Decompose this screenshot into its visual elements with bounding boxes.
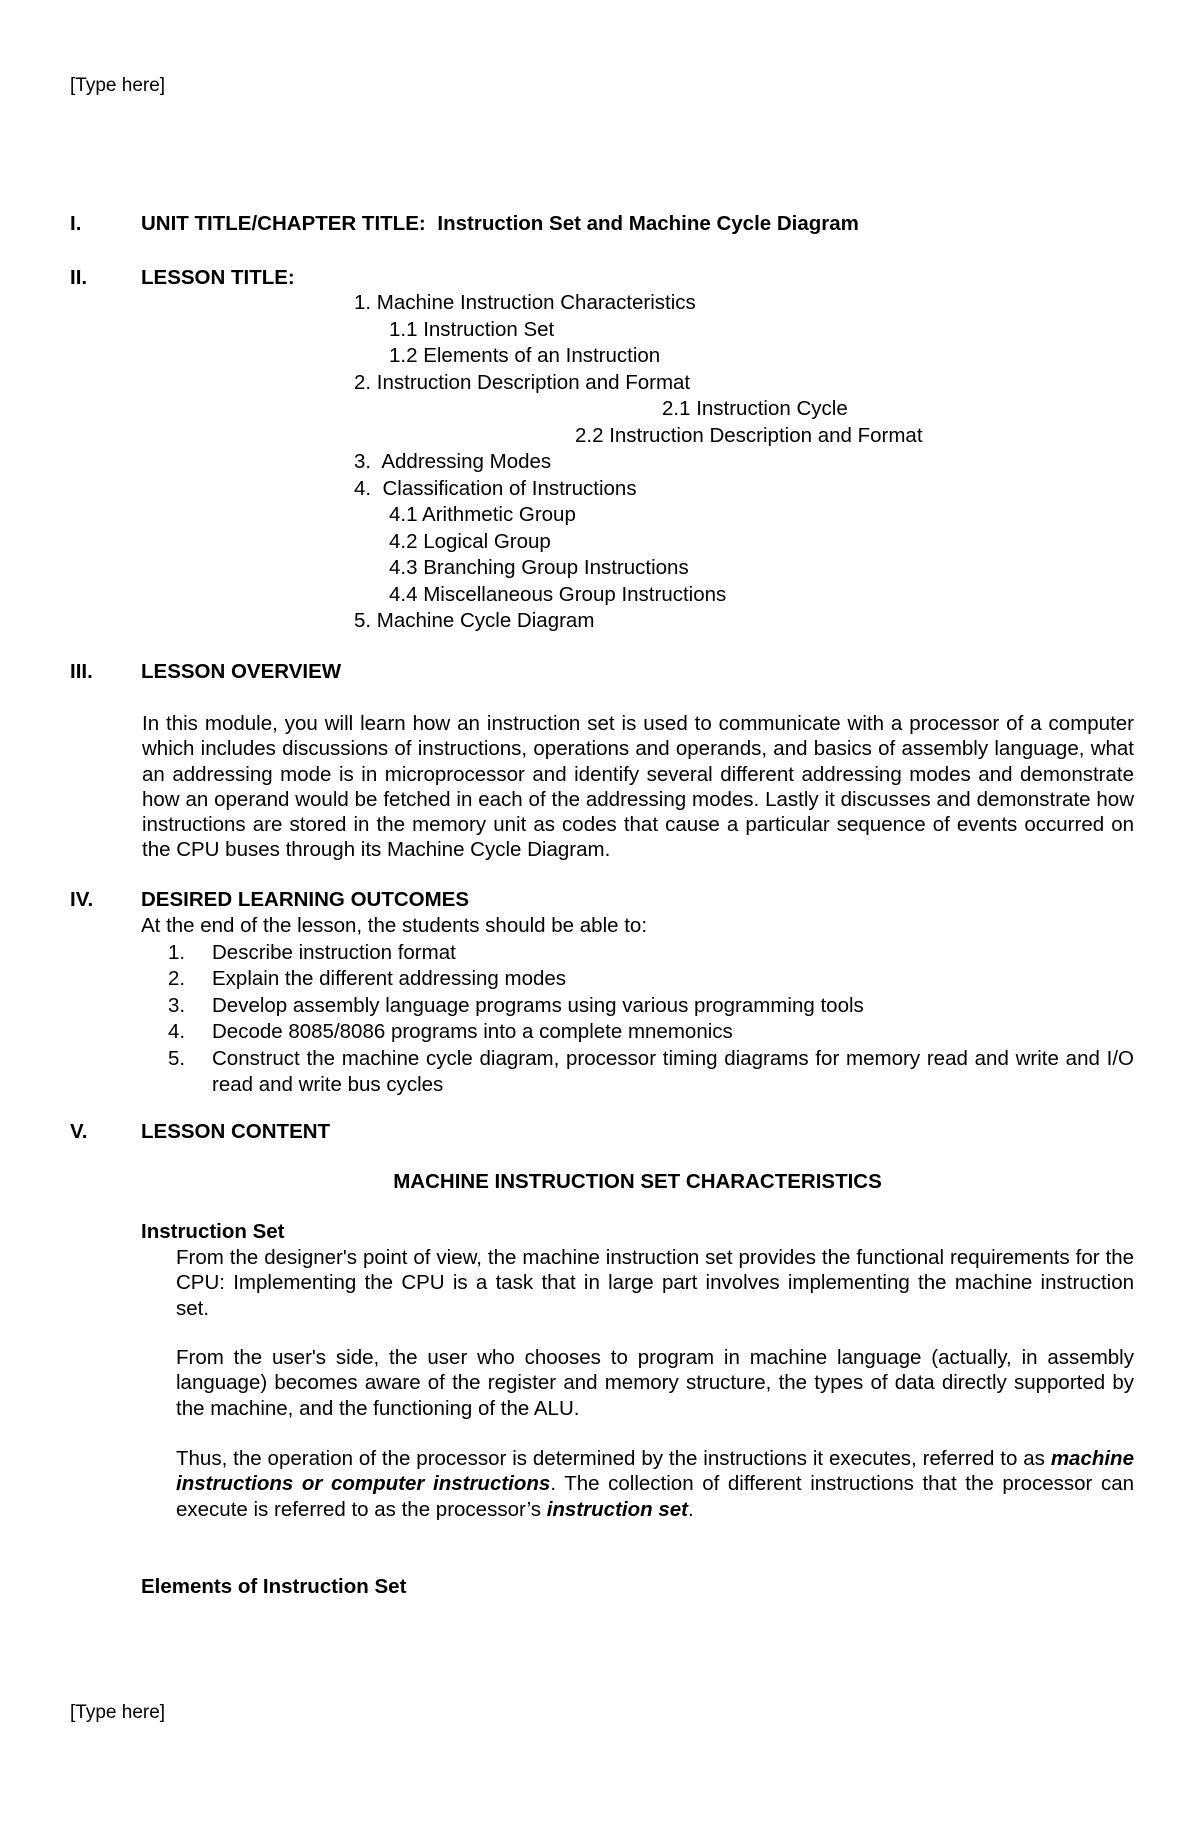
outcomes-intro: At the end of the lesson, the students should be able to: bbox=[141, 914, 648, 937]
section-2-numeral: II. bbox=[70, 266, 88, 289]
section-1-heading bbox=[141, 211, 859, 237]
outcome-number: 1. bbox=[168, 941, 186, 964]
outcome-text: Construct the machine cycle diagram, processor timing diagrams for memory read and write and I/O read and write bus cycles bbox=[212, 1047, 1134, 1096]
p3-text: . bbox=[687, 1497, 694, 1521]
toc-item: 3. Addressing Modes bbox=[354, 450, 552, 473]
section-2-label: LESSON TITLE: bbox=[141, 266, 295, 289]
toc-item: 4.4 Miscellaneous Group Instructions bbox=[389, 583, 727, 606]
outcome-text: Develop assembly language programs using various programming tools bbox=[212, 994, 864, 1017]
section-1-label: UNIT TITLE/CHAPTER TITLE: bbox=[141, 212, 426, 235]
section-3-label: LESSON OVERVIEW bbox=[141, 660, 342, 683]
p3-text: . The collection of different instructions that the processor can execute is referred to as the processor’s bbox=[176, 1472, 1134, 1521]
instruction-set-paragraph-1: From the designer's point of view, the machine instruction set provides the functional requirements for the CPU: Implementing the CPU is a task that in large part involves implementing the machine instruction set. bbox=[176, 1246, 1134, 1320]
toc-item: 1.1 Instruction Set bbox=[389, 318, 555, 341]
section-5-label: LESSON CONTENT bbox=[141, 1120, 331, 1143]
outcome-number: 2. bbox=[168, 967, 186, 990]
lesson-overview-paragraph: In this module, you will learn how an instruction set is used to communicate with a processor of a computer which includes discussions of instructions, operations and operands, and basics of assembly language, what an addressing mode is in microprocessor and identify several different addressing modes and demonstrate how an operand would be fetched in each of the addressing modes. Lastly it discusses and demonstrate how instructions are stored in the memory unit as codes that cause a particular sequence of events occurred on the CPU buses through its Machine Cycle Diagram. bbox=[142, 712, 1134, 862]
outcome-number: 5. bbox=[168, 1047, 186, 1070]
instruction-set-term: instruction set bbox=[546, 1497, 688, 1521]
page-header: [Type here] bbox=[70, 75, 166, 96]
toc-item: 5. Machine Cycle Diagram bbox=[354, 609, 595, 632]
section-3-numeral: III. bbox=[70, 660, 93, 683]
header-placeholder: Type here bbox=[75, 75, 160, 96]
section-1-numeral: I. bbox=[70, 212, 82, 235]
footer-placeholder: Type here bbox=[75, 1702, 160, 1723]
page-footer: [Type here] bbox=[70, 1702, 166, 1723]
outcome-text: Decode 8085/8086 programs into a complete mnemonics bbox=[212, 1020, 733, 1043]
subheading-instruction-set: Instruction Set bbox=[141, 1220, 285, 1243]
outcome-number: 4. bbox=[168, 1020, 186, 1043]
outcome-text: Describe instruction format bbox=[212, 941, 456, 964]
toc-item: 4.1 Arithmetic Group bbox=[389, 503, 576, 526]
toc-item: 2.2 Instruction Description and Format bbox=[575, 424, 923, 447]
content-heading: MACHINE INSTRUCTION SET CHARACTERISTICS bbox=[393, 1170, 882, 1193]
p3-text: Thus, the operation of the processor is determined by the instructions it executes, referred to as bbox=[176, 1447, 1045, 1470]
toc-item: 1.2 Elements of an Instruction bbox=[389, 344, 661, 367]
section-5-numeral: V. bbox=[70, 1120, 88, 1143]
toc-item: 2.1 Instruction Cycle bbox=[662, 397, 848, 420]
outcome-text: Explain the different addressing modes bbox=[212, 967, 567, 990]
section-4-label: DESIRED LEARNING OUTCOMES bbox=[141, 888, 470, 911]
toc-item: 2. Instruction Description and Format bbox=[354, 371, 691, 394]
subheading-elements: Elements of Instruction Set bbox=[141, 1575, 407, 1598]
unit-title: Instruction Set and Machine Cycle Diagram bbox=[437, 212, 859, 235]
section-4-numeral: IV. bbox=[70, 888, 94, 911]
toc-item: 1. Machine Instruction Characteristics bbox=[354, 291, 696, 314]
toc-item: 4.3 Branching Group Instructions bbox=[389, 556, 689, 579]
instruction-set-paragraph-3 bbox=[176, 1446, 1134, 1522]
outcome-number: 3. bbox=[168, 994, 186, 1017]
machine-instructions-term: machine instructions or computer instructions bbox=[176, 1447, 1134, 1496]
toc-item: 4.2 Logical Group bbox=[389, 530, 551, 553]
toc-item: 4. Classification of Instructions bbox=[354, 477, 637, 500]
instruction-set-paragraph-2: From the user's side, the user who chooses to program in machine language (actually, in assembly language) becomes aware of the register and memory structure, the types of data directly supported by the machine, and the functioning of the ALU. bbox=[176, 1346, 1134, 1420]
